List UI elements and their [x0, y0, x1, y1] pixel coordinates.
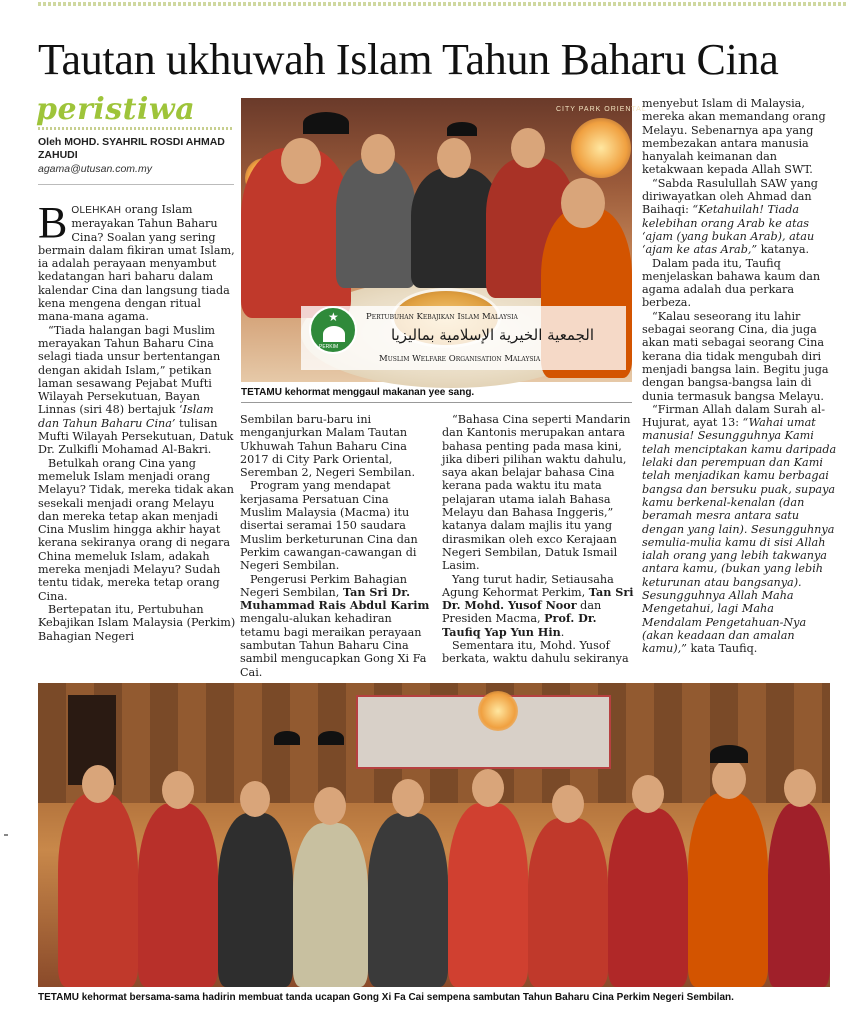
photo-caption: TETAMU kehormat menggaul makanan yee sang.: [241, 387, 475, 398]
perkim-logo-label: PERKIM: [319, 344, 339, 350]
paragraph-text: dan Presiden Macma,: [442, 599, 602, 626]
guest-head: [82, 765, 114, 803]
guest-head: [552, 785, 584, 823]
article-paragraph: “Kalau seseorang itu lahir sebagai seorang Cina, dia juga akan mati sebagai seorang Cina kerana dia tidak mengubah diri menjadi bangsa lain. Begitu juga dengan bangsa-bangsa lain di dunia termasuk bangsa Melayu.: [642, 309, 829, 403]
crop-mark: [4, 834, 8, 836]
article-title-italic: Islam dan Tahun Baharu Cina’: [38, 403, 214, 430]
star-icon: ★: [328, 310, 339, 324]
guest-head: [281, 138, 321, 184]
paragraph-text: mengalu-alukan kehadiran tetamu bagi meraikan perayaan sambutan Tahun Baharu Cina sambil mengucapkan Gong Xi Fa Cai.: [240, 612, 427, 679]
mosque-dome-icon: [323, 326, 345, 342]
article-column-4: [642, 97, 837, 655]
lamp-glow: [571, 118, 631, 178]
paragraph-text: “Firman Allah dalam Surah al-Hujurat, ayat 13:: [642, 402, 826, 430]
perkim-name-malay: Pertubuhan Kebajikan Islam Malaysia: [366, 312, 518, 322]
byline-divider: [38, 184, 234, 185]
paragraph-text: “Sabda Rasulullah SAW yang diriwayatkan oleh Ahmad dan Baihaqi:: [642, 176, 818, 217]
article-paragraph: [38, 198, 236, 324]
paragraph-text: kata Taufiq.: [686, 642, 758, 656]
person-name: Prof. Dr. Taufiq Yap Yun Hin: [442, 611, 597, 639]
guest-head: [392, 779, 424, 817]
section-divider: [38, 127, 234, 130]
songkok-cap: [447, 122, 477, 136]
hadith-quote: “Ketahuilah! Tiada kelebihan orang Arab ke atas ‘ajam (yang bukan Arab), atau ‘ajam ke atas Arab,”: [642, 203, 815, 257]
article-paragraph: [38, 324, 236, 457]
article-column-2: [240, 413, 434, 679]
drop-cap: B: [38, 198, 68, 247]
quran-quote: “Wahai umat manusia! Sesungguhnya Kami telah menciptakan kamu daripada lelaki dan perempuan dan Kami telah menjadikan kamu berbagai bangsa dan bersuku puak, supaya kamu berkenal-kenalan (dan beramah mesra antara satu dengan yang lain). Sesungguhnya semulia-mulia kamu di sisi Allah ialah orang yang lebih takwanya antara kamu, (bukan yang lebih keturunan atau bangsanya). Sesungguhnya Allah Maha Mengetahui, lagi Maha Mendalam Pengetahuan-Nya (akan keadaan dan amalan kamu),”: [642, 416, 837, 656]
article-paragraph: Program yang mendapat kerjasama Persatuan Cina Muslim Malaysia (Macma) itu disertai seramai 150 saudara Muslim berketurunan Cina dan Perkim cawangan-cawangan di Negeri Sembilan.: [240, 479, 418, 573]
person-name: Tan Sri Dr. Muhammad Rais Abdul Karim: [240, 584, 430, 613]
article-paragraph: “Bahasa Cina seperti Mandarin dan Kantonis merupakan antara bahasa penting pada masa kini, jika diberi pilihan waktu dahulu, saya akan belajar bahasa Cina kerana pada waktu itu mata pelajaran utama ialah Bahasa Melayu dan Bahasa Inggeris,” katanya dalam majlis itu yang dirasmikan oleh exco Kerajaan Negeri Sembilan, Datuk Ismail Lasim.: [442, 413, 631, 573]
guest-head: [361, 134, 395, 174]
guest-head: [240, 781, 270, 817]
guest-head: [314, 787, 346, 825]
venue-sign: CITY PARK ORIENTAL: [556, 106, 647, 113]
guest: [608, 808, 688, 987]
article-paragraph: [442, 573, 636, 639]
guest: [368, 813, 448, 987]
article-column-1: [38, 198, 236, 643]
top-rule: [38, 2, 846, 6]
photo-yee-sang: [241, 98, 647, 382]
photo-caption: TETAMU kehormat bersama-sama hadirin membuat tanda ucapan Gong Xi Fa Cai sempena sambutan Tahun Baharu Cina Perkim Negeri Sembilan.: [38, 992, 734, 1003]
article-paragraph: Dalam pada itu, Taufiq menjelaskan bahawa kaum dan agama adalah dua perkara berbeza.: [642, 256, 821, 310]
person-name: Tan Sri Dr. Mohd. Yusof Noor: [442, 584, 634, 613]
paragraph-text: Yang turut hadir, Setiausaha Agung Kehormat Perkim,: [442, 572, 614, 599]
byline: Oleh MOHD. SYAHRIL ROSDI AHMAD ZAHUDI: [38, 136, 225, 161]
section-tag: peristiwa: [36, 92, 196, 127]
article-column-3: [442, 413, 636, 666]
article-paragraph: [642, 403, 837, 656]
article-paragraph: Betulkah orang Cina yang memeluk Islam menjadi orang Melayu? Tidak, mereka tidak akan sesekali menjadi orang Melayu dan mereka tetap akan menjadi Cina Muslim hingga akhir hayat kerana sekiranya orang di negara China memeluk Islam, adakah mereka menjadi Melayu? Sudah tentu tidak, mereka tetap orang Cina.: [38, 456, 234, 603]
caption-divider: [241, 402, 632, 403]
perkim-logo: [309, 306, 357, 354]
article-paragraph: [642, 177, 837, 257]
songkok-cap: [318, 731, 344, 745]
guest-head: [437, 138, 471, 178]
author-email[interactable]: agama@utusan.com.my: [38, 163, 152, 175]
guest-head: [784, 769, 816, 807]
article-paragraph: Bertepatan itu, Pertubuhan Kebajikan Islam Malaysia (Perkim) Bahagian Negeri: [38, 602, 236, 643]
lamp-glow: [478, 691, 518, 731]
songkok-cap: [710, 745, 748, 763]
paragraph-text: .: [560, 625, 565, 639]
guest-head: [632, 775, 664, 813]
guest: [336, 158, 416, 288]
songkok-cap: [303, 112, 349, 134]
perkim-name-arabic: الجمعية الخيرية الإسلامية بماليزيا: [391, 326, 595, 344]
guest-head: [472, 769, 504, 807]
article-paragraph: Sembilan baru-baru ini menganjurkan Malam Tautan Ukhuwah Tahun Baharu Cina 2017 di City Park Oriental, Seremban 2, Negeri Sembilan.: [240, 413, 416, 480]
guest: [688, 793, 768, 987]
paragraph-text: “Tiada halangan bagi Muslim merayakan Tahun Baharu Cina selagi tiada unsur bertentangan dengan akidah Islam,” petikan laman sesawang Pejabat Mufti Wilayah Persekutuan, Bayan Linnas (siri 48) bertajuk ‘: [38, 323, 221, 417]
guest: [58, 793, 138, 987]
guest-head: [561, 178, 605, 228]
paragraph-text: Pengerusi Perkim Bahagian Negeri Sembilan,: [240, 572, 407, 599]
paragraph-text: katanya.: [757, 243, 810, 257]
paragraph-text: orang Islam merayakan Tahun Baharu Cina? Soalan yang sering bermain dalam fikiran umat Islam, ia adalah perayaan menyambut kedatangan hari baharu dalam kalendar Cina dan langsung tiada kena mengena dengan ritual mana-mana agama.: [38, 203, 235, 324]
guest-head: [511, 128, 545, 168]
photo-group-gong-xi-fa-cai: [38, 683, 830, 987]
guest: [448, 803, 528, 987]
guest: [293, 823, 368, 987]
article-paragraph: Sementara itu, Mohd. Yusof berkata, waktu dahulu sekiranya: [442, 639, 629, 666]
paragraph-text: tulisan Mufti Wilayah Persekutuan, Datuk Dr. Zulkifli Mohamad Al-Bakri.: [38, 416, 234, 457]
guest: [218, 813, 293, 987]
guest: [528, 818, 608, 987]
article-paragraph: menyebut Islam di Malaysia, mereka akan memandang orang Melayu. Sebenarnya apa yang membezakan antara manusia hanyalah keimanan dan ketakwaan kepada Allah SWT.: [642, 97, 826, 177]
guest-head: [162, 771, 194, 809]
lead-caps: OLEHKAH: [71, 205, 122, 216]
perkim-name-english: Muslim Welfare Organisation Malaysia: [379, 354, 541, 364]
guest: [138, 803, 218, 987]
headline: Tautan ukhuwah Islam Tahun Baharu Cina: [38, 35, 779, 84]
guest: [768, 803, 830, 987]
songkok-cap: [274, 731, 300, 745]
article-paragraph: [240, 573, 434, 679]
guest-head: [712, 759, 746, 799]
